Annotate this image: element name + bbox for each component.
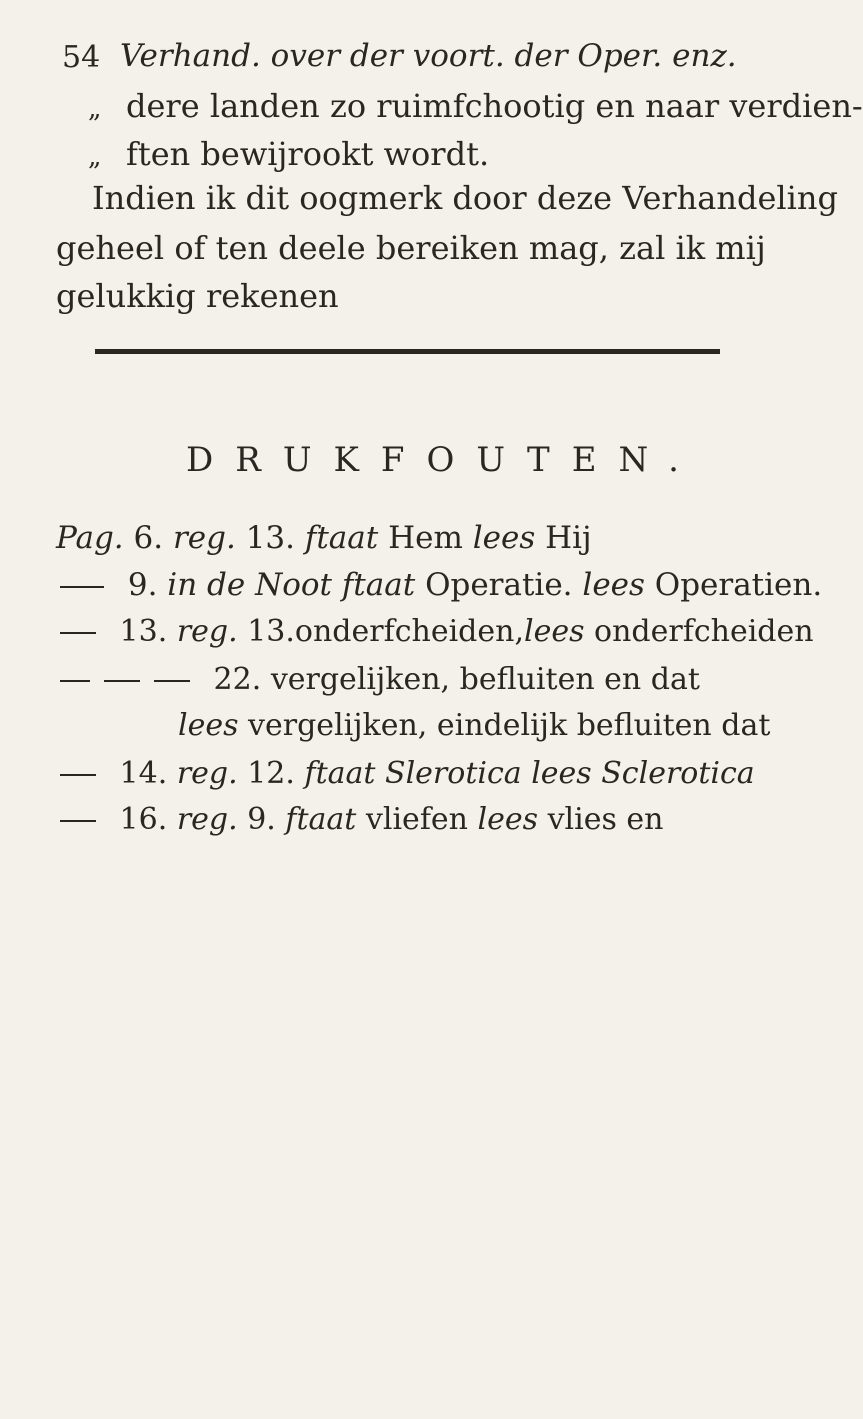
ditto-dash	[60, 586, 104, 588]
text-line	[92, 178, 838, 218]
page-number: 54	[62, 40, 101, 75]
errata-wrong: Hem	[388, 520, 463, 556]
errata-entry	[60, 754, 755, 794]
errata-wrong: onderfcheiden,	[294, 614, 524, 649]
errata-entry	[60, 660, 700, 700]
errata-line: 13.	[245, 520, 295, 556]
errata-entry-continuation	[178, 706, 770, 746]
text-line	[56, 276, 339, 316]
lees-label: lees	[524, 614, 585, 649]
errata-heading: DRUKFOUTEN.	[186, 440, 701, 480]
errata-correct: vergelijken, eindelijk befluiten dat	[248, 708, 771, 743]
text-line-content: ften bewijrookt wordt.	[126, 135, 490, 173]
errata-page: 16.	[119, 802, 168, 837]
ditto-dash	[154, 680, 190, 682]
staat-label: ftaat	[304, 756, 376, 791]
errata-line: 9.	[247, 802, 276, 837]
errata-correct: Hij	[545, 520, 592, 556]
reg-label: reg.	[172, 520, 236, 556]
staat-label: ftaat	[285, 802, 357, 837]
reg-label: reg.	[176, 614, 238, 649]
lees-label: lees	[178, 708, 239, 743]
errata-wrong: vliefen	[365, 802, 468, 837]
quote-mark: „	[88, 94, 102, 124]
errata-entry	[56, 518, 592, 558]
pag-label: Pag.	[56, 520, 124, 556]
quote-mark: „	[88, 142, 102, 172]
errata-entry	[60, 800, 664, 840]
lees-label: lees	[477, 802, 539, 837]
lees-label: lees	[472, 520, 536, 556]
errata-wrong: Operatie.	[425, 567, 573, 603]
reg-label: reg.	[176, 756, 238, 791]
text-line-content: Indien ik dit oogmerk door deze Verhandeling	[92, 179, 838, 217]
ditto-dash	[60, 820, 96, 822]
staat-label: ftaat	[304, 520, 379, 556]
errata-entry	[60, 612, 814, 652]
errata-line: 9.	[127, 567, 158, 603]
text-line	[88, 86, 863, 129]
text-line-content: gelukkig rekenen	[56, 277, 339, 315]
section-rule	[95, 349, 720, 354]
reg-label: reg.	[176, 802, 238, 837]
running-title: Verhand. over der voort. der Oper. enz.	[120, 38, 737, 74]
errata-correct: vlies en	[547, 802, 664, 837]
errata-line: 22.	[213, 662, 262, 697]
errata-line: 12.	[247, 756, 295, 791]
errata-correct: onderfcheiden	[594, 614, 814, 649]
errata-correct: Sclerotica	[601, 756, 755, 791]
errata-page: 6.	[133, 520, 164, 556]
text-line	[88, 134, 489, 177]
lees-label: lees	[531, 756, 592, 791]
text-line-content: dere landen zo ruimfchootig en naar verdien-	[126, 87, 863, 125]
ditto-dash	[104, 680, 140, 682]
errata-page: 14.	[119, 756, 168, 791]
text-line	[56, 228, 766, 268]
errata-entry	[60, 565, 822, 605]
ditto-dash	[60, 632, 96, 634]
errata-line: 13.	[247, 614, 295, 649]
text-line-content: geheel of ten deele bereiken mag, zal ik mij	[56, 229, 766, 267]
errata-wrong: vergelijken, befluiten en dat	[270, 662, 700, 697]
errata-page: 13.	[119, 614, 168, 649]
staat-label: in de Noot ftaat	[167, 567, 416, 603]
errata-wrong: Slerotica	[385, 756, 522, 791]
ditto-dash	[60, 680, 90, 682]
lees-label: lees	[582, 567, 645, 603]
ditto-dash	[60, 774, 96, 776]
errata-correct: Operatien.	[654, 567, 823, 603]
